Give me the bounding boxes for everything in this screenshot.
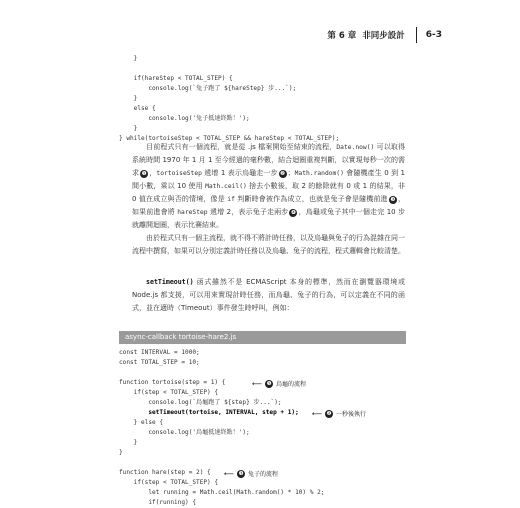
paragraph-explanation: 目前程式只有一個流程，就是從 .js 檔案開始至結束的流程，Date.now() 可以取得系統時間 1970 年 1 月 1 至今經過的毫秒數，結合迴圈重複判斷，以實現每秒一次的需求 ❶ ，tortoiseStep 遞增 1 表示烏龜走一步 ❷ ；Math.random() 會隨機產生 0 到 1 間小數，乘以 10 使用 Math.ceil() 捨去小數後，取 2 的餘除就有 0 或 1 的結果，非 0 值在成立與否的情境，像是 if 判斷時會被作為成立，也就是兔子會是隨機前進 ❸ ，如果前進會將 hareStep 遞增 2，表示兔子走兩步 ❹ ，烏龜或兔子其中一個走完 10 步就離開迴圈，表示比賽結束。 [132,143,406,229]
annotation-one-second: ⟵ ❷ 一秒後執行 [312,409,367,418]
code-block-bottom [119,348,419,508]
running-head [327,27,442,43]
code-line: else { [119,105,156,112]
annotation-tortoise-flow: ⟵ ❶ 烏龜的流程 [252,379,307,388]
code-line: if(step < TOTAL_STEP) { [119,479,219,486]
callout-number: ❶ [141,171,147,177]
code-line [119,458,419,468]
callout-number: ❷ [280,171,286,177]
callout-number: ❸ [390,197,396,203]
code-line: } [119,55,138,62]
code-line: console.log('烏龜抵達終點！'); [119,429,250,436]
chapter-title: 非同步設計 [362,31,405,41]
code-line: console.log(`烏龜跑了 ${step} 步...`); [119,399,282,406]
callout-number: ❶ [266,380,272,387]
code-line: function hare(step = 2) { [119,469,211,476]
code-line: const TOTAL_STEP = 10; [119,359,200,366]
code-line: } [119,95,138,102]
callout-number: ❹ [290,210,296,216]
paragraph-main-flow: 由於程式只有一個主流程，就不得不將計時任務，以及烏龜與兔子的行為混雜在同一流程中撰寫，如果可以分別定義計時任務以及烏龜、兔子的流程，程式邏輯會比較清楚。 [132,234,405,255]
code-line: const INTERVAL = 1000; [119,349,200,356]
code-line [119,368,419,378]
code-line: } [119,125,138,132]
header-divider [416,27,417,43]
code-line [119,64,419,74]
code-line: if(hareStep < TOTAL_STEP) { [119,75,233,82]
code-line: } [119,439,138,446]
arrow-left-icon: ⟵ [312,409,323,418]
code-line: if(running) { [119,499,197,506]
code-block-top [119,54,419,144]
code-line: console.log('兔子抵達終點！'); [119,115,250,122]
code-line: function tortoise(step = 1) { [119,379,226,386]
arrow-left-icon: ⟵ [224,469,235,478]
code-line: } while(tortoiseStep < TOTAL_STEP && hareStep < TOTAL_STEP); [119,135,340,142]
annotation-hare-flow: ⟵ ❸ 兔子的流程 [224,469,279,478]
arrow-left-icon: ⟵ [252,379,263,388]
code-line: setTimeout(tortoise, INTERVAL, step + 1); [119,409,299,416]
code-caption: async-callback tortoise-hare2.js [119,331,406,344]
code-line: let running = Math.ceil(Math.random() * 10) % 2; [119,489,325,496]
code-line: } [119,449,123,456]
page-number: 6-3 [425,30,442,40]
chapter-number: 第 6 章 [327,31,357,41]
code-line: console.log(`兔子跑了 ${hareStep} 步...`); [119,85,297,92]
paragraph-settimeout: setTimeout() 函式雖然不是 ECMAScript 本身的標準，然而在瀏覽器環境或 Node.js 都支援，可以用來實現計時任務，而烏龜、兔子的行為，可以定義在不同的函式，並在適時（Timeout）事件發生時呼叫，例如： [132,278,405,312]
code-line: if(step < TOTAL_STEP) { [119,389,219,396]
code-line: } else { [119,419,164,426]
callout-number: ❷ [326,410,332,417]
callout-number: ❸ [238,470,244,477]
function-name: setTimeout() [146,278,194,286]
